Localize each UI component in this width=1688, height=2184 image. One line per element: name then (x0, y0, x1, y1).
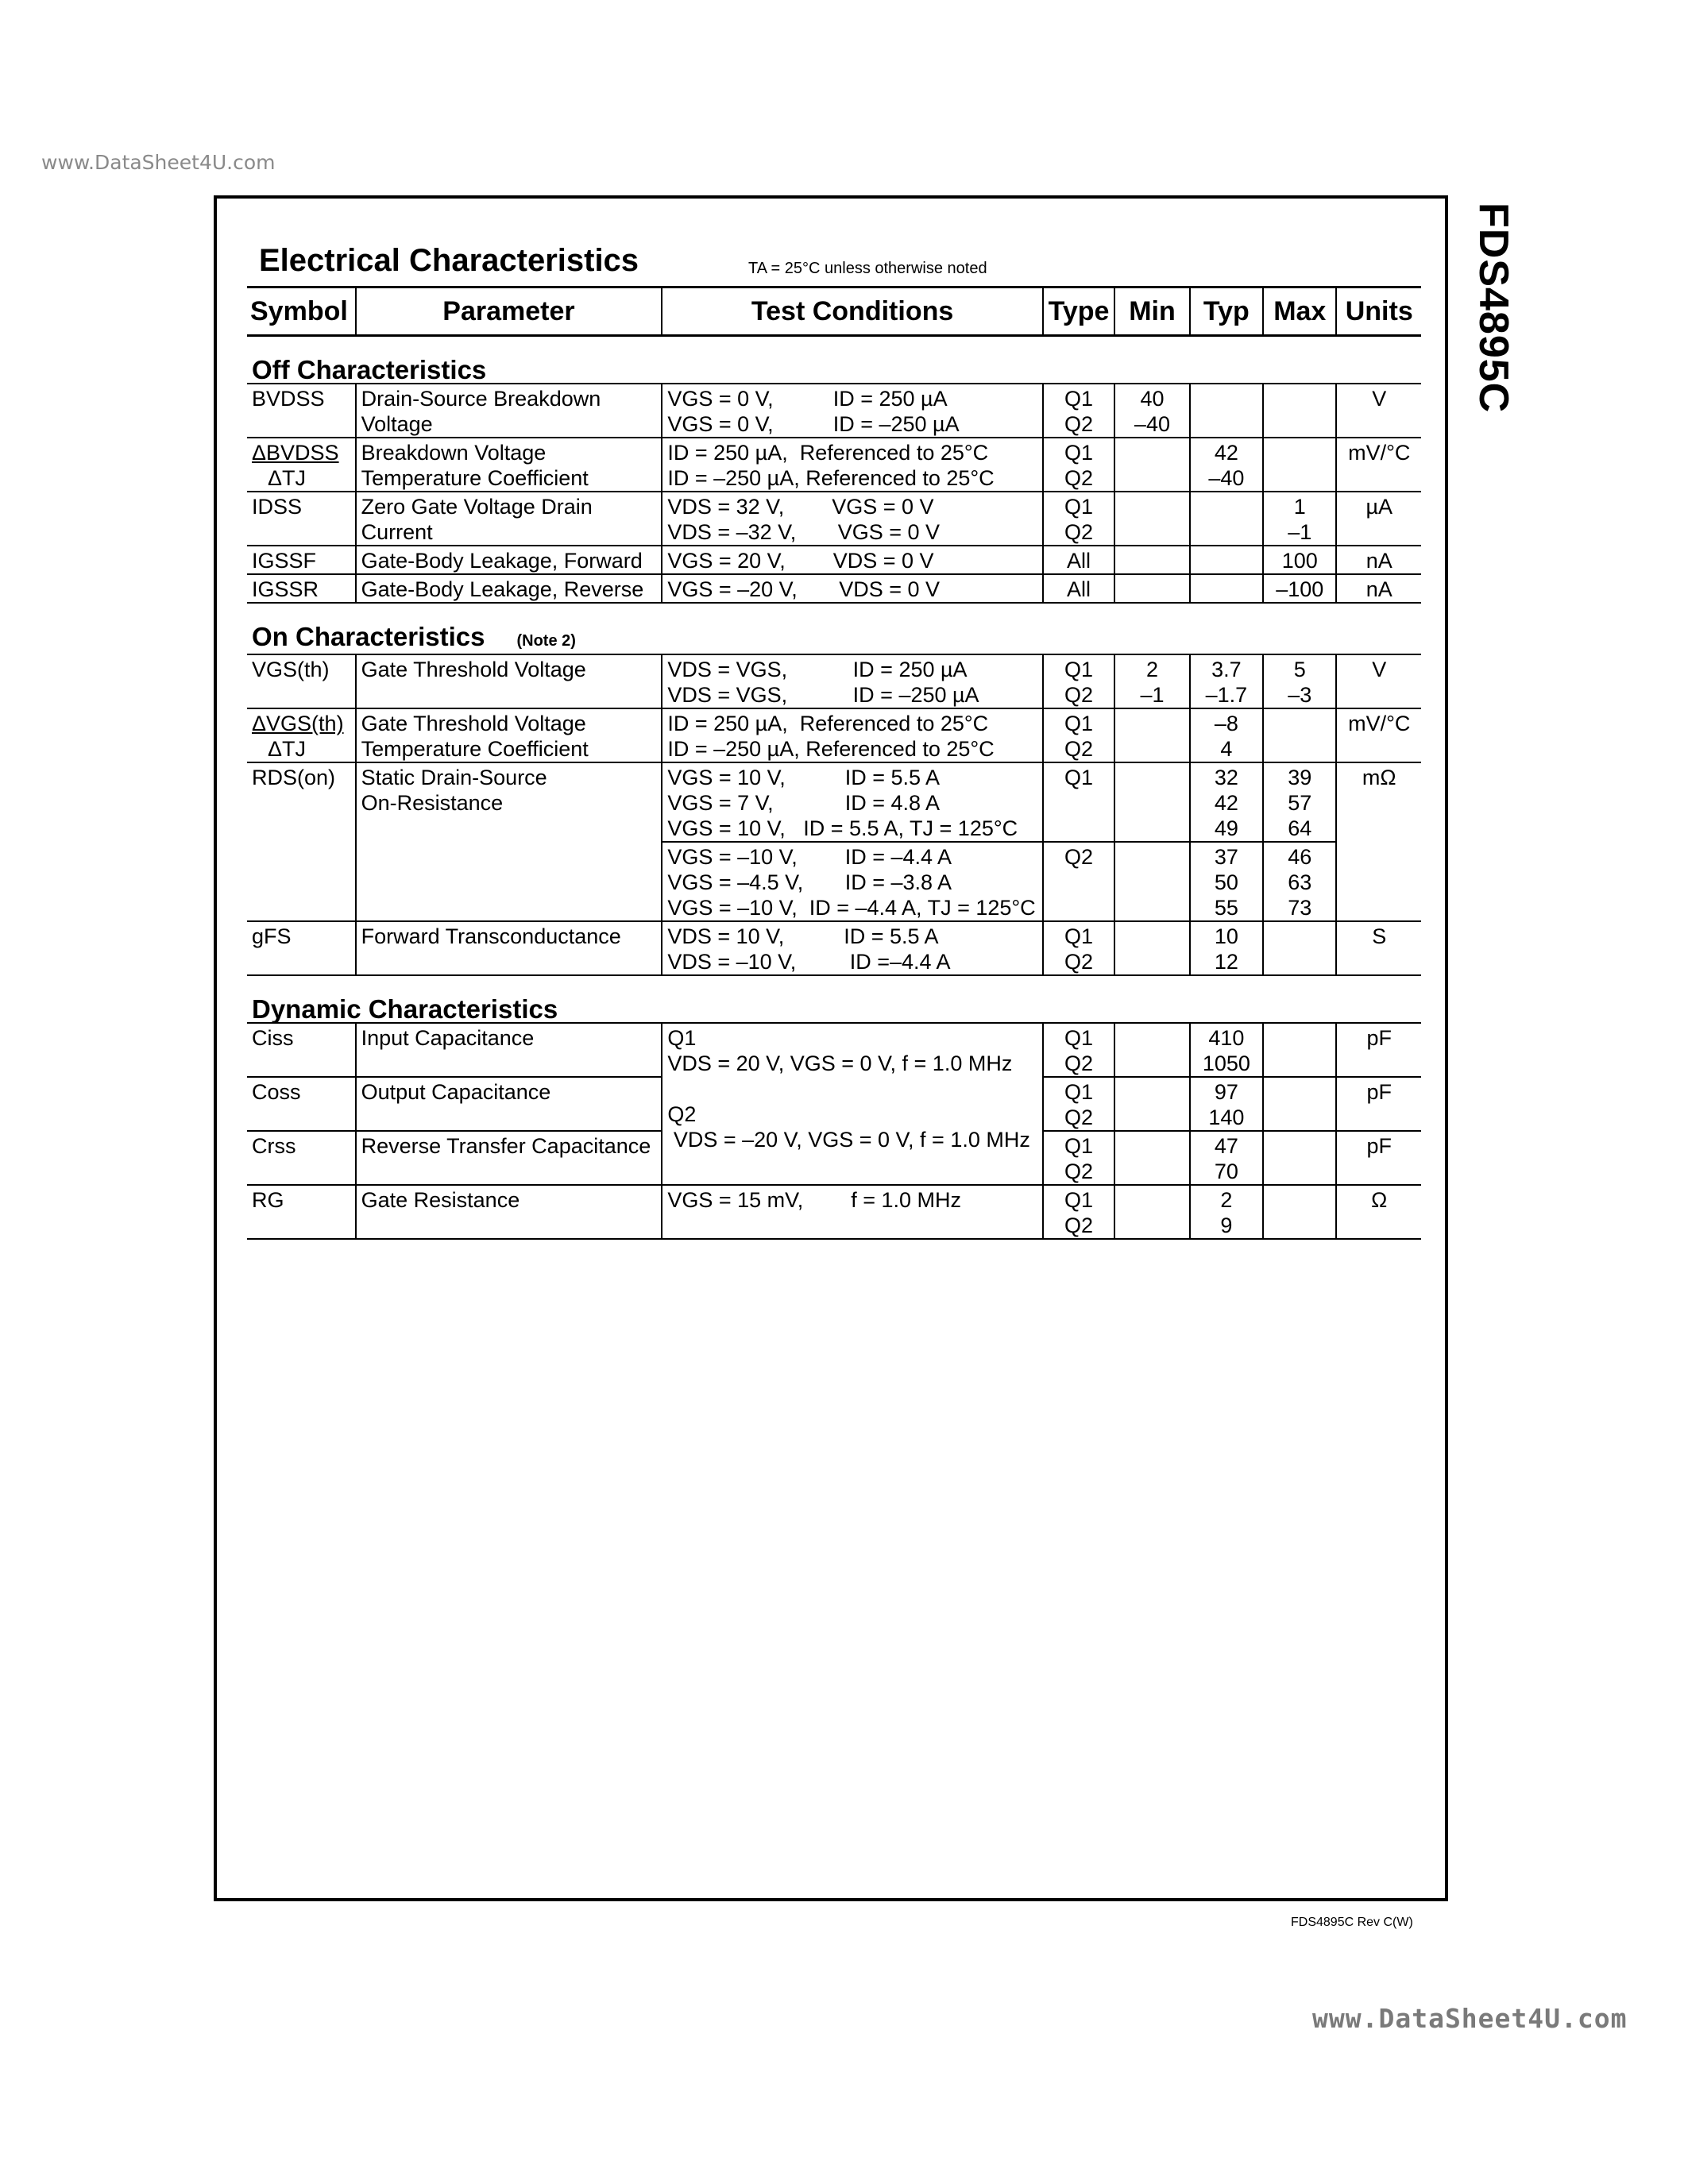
parameter: Input Capacitance (356, 1023, 662, 1077)
typ-value: 9 (1220, 1214, 1233, 1237)
type (1043, 384, 1114, 438)
table-row (247, 1185, 1421, 1239)
units: pF (1336, 1023, 1421, 1077)
type (1043, 654, 1114, 708)
typ-value: 10 (1214, 924, 1238, 948)
param-line: Zero Gate Voltage Drain (361, 495, 593, 519)
param-line: Current (361, 520, 433, 544)
temperature-note: TA = 25°C unless otherwise noted (748, 260, 987, 277)
typ (1190, 384, 1263, 438)
cond-line: VGS = 20 V, VDS = 0 V (667, 549, 934, 573)
units: V (1336, 654, 1421, 708)
max-value: –3 (1288, 683, 1312, 707)
cond-line: VDS = 20 V, VGS = 0 V, f = 1.0 MHz (667, 1051, 1013, 1075)
conditions (662, 708, 1043, 762)
table-row (247, 921, 1421, 975)
typ (1190, 654, 1263, 708)
max-value: 39 (1288, 766, 1312, 789)
min (1114, 574, 1189, 603)
symbol: RG (247, 1185, 356, 1239)
units: Ω (1336, 1185, 1421, 1239)
units: S (1336, 921, 1421, 975)
param-line: Breakdown Voltage (361, 441, 547, 465)
units: V (1336, 384, 1421, 438)
min (1114, 1077, 1189, 1131)
symbol: Coss (247, 1077, 356, 1131)
section-off-title: Off Characteristics (247, 336, 1421, 384)
cond-line: VDS = –10 V, ID =–4.4 A (667, 950, 951, 974)
symbol: VGS(th) (247, 654, 356, 708)
min (1114, 708, 1189, 762)
type: Q1 (1043, 762, 1114, 842)
max-value: 46 (1288, 845, 1312, 869)
type (1043, 708, 1114, 762)
typ (1190, 1131, 1263, 1185)
max-value: 73 (1288, 896, 1312, 920)
max-value: 5 (1293, 658, 1306, 681)
col-conditions: Test Conditions (662, 287, 1043, 336)
param-line: On-Resistance (361, 791, 504, 815)
param-line: Gate Threshold Voltage (361, 712, 586, 735)
max (1263, 842, 1336, 921)
symbol-line: ΔTJ (268, 737, 307, 761)
conditions (662, 492, 1043, 546)
type-value: Q1 (1064, 387, 1094, 411)
units: mV/°C (1336, 708, 1421, 762)
col-parameter: Parameter (356, 287, 662, 336)
symbol: gFS (247, 921, 356, 975)
conditions (662, 762, 1043, 842)
units: nA (1336, 574, 1421, 603)
parameter (356, 762, 662, 921)
revision-label: FDS4895C Rev C(W) (1291, 1916, 1413, 1929)
typ-value: 3.7 (1211, 658, 1242, 681)
max (1263, 1077, 1336, 1131)
min (1114, 842, 1189, 921)
type-value: Q1 (1064, 1080, 1094, 1104)
parameter: Output Capacitance (356, 1077, 662, 1131)
typ (1190, 1023, 1263, 1077)
conditions (662, 438, 1043, 492)
cond-line: VDS = 10 V, ID = 5.5 A (667, 924, 939, 948)
type (1043, 438, 1114, 492)
parameter: Reverse Transfer Capacitance (356, 1131, 662, 1185)
symbol (247, 708, 356, 762)
typ-value: 70 (1214, 1160, 1238, 1183)
table-row (247, 762, 1421, 842)
type-value: Q2 (1064, 683, 1094, 707)
symbol-line: ΔBVDSS (252, 441, 339, 465)
section-on-title (247, 603, 1421, 654)
cond-line: VGS = 7 V, ID = 4.8 A (667, 791, 941, 815)
parameter (356, 384, 662, 438)
max (1263, 492, 1336, 546)
units: nA (1336, 546, 1421, 574)
table-row (247, 574, 1421, 603)
min (1114, 1185, 1189, 1239)
type: All (1043, 546, 1114, 574)
electrical-characteristics-table (247, 286, 1421, 1240)
param-line: Temperature Coefficient (361, 737, 589, 761)
col-units: Units (1336, 287, 1421, 336)
min (1114, 762, 1189, 842)
typ-value: –40 (1208, 466, 1245, 490)
parameter (356, 438, 662, 492)
type-value: Q2 (1064, 1051, 1094, 1075)
conditions (662, 1185, 1043, 1239)
type-value: Q2 (1064, 412, 1094, 436)
type (1043, 1077, 1114, 1131)
typ-value: 410 (1208, 1026, 1245, 1050)
cond-line: VDS = –20 V, VGS = 0 V, f = 1.0 MHz (667, 1128, 1030, 1152)
conditions (662, 654, 1043, 708)
cond-line: ID = –250 µA, Referenced to 25°C (667, 737, 995, 761)
table-row (247, 492, 1421, 546)
cond-line: VDS = VGS, ID = 250 µA (667, 658, 968, 681)
typ (1190, 762, 1263, 842)
units: µA (1336, 492, 1421, 546)
max (1263, 1131, 1336, 1185)
table-row (247, 384, 1421, 438)
table-row (247, 438, 1421, 492)
type-value: Q1 (1064, 1188, 1094, 1212)
part-number-title: FDS4895C (1470, 203, 1516, 414)
typ-value: 47 (1214, 1134, 1238, 1158)
col-min: Min (1114, 287, 1189, 336)
conditions (662, 1023, 1043, 1185)
section-on-note: (Note 2) (516, 632, 576, 650)
typ-value: 42 (1214, 441, 1238, 465)
table-row (247, 546, 1421, 574)
typ-value: 97 (1214, 1080, 1238, 1104)
max (1263, 762, 1336, 842)
conditions (662, 384, 1043, 438)
typ-value: 50 (1214, 870, 1238, 894)
type-value: Q2 (1064, 1160, 1094, 1183)
conditions (662, 574, 1043, 603)
max-value: 57 (1288, 791, 1312, 815)
typ-value: 37 (1214, 845, 1238, 869)
parameter (356, 492, 662, 546)
typ (1190, 921, 1263, 975)
param-line: Voltage (361, 412, 433, 436)
cond-line: VGS = 10 V, ID = 5.5 A (667, 766, 941, 789)
typ-value: 140 (1208, 1106, 1245, 1129)
section-on-label: On Characteristics (252, 622, 485, 651)
symbol-line: ΔTJ (268, 466, 307, 490)
param-line: Drain-Source Breakdown (361, 387, 601, 411)
spacer (667, 1076, 1037, 1102)
typ (1190, 492, 1263, 546)
min-value: 2 (1145, 658, 1158, 681)
parameter: Gate-Body Leakage, Forward (356, 546, 662, 574)
section-dynamic (247, 975, 1421, 1023)
watermark-top: www.DataSheet4U.com (41, 151, 276, 174)
min (1114, 921, 1189, 975)
units: pF (1336, 1131, 1421, 1185)
cond-line: Q1 (667, 1026, 697, 1050)
table-header-row (247, 287, 1421, 336)
symbol: BVDSS (247, 384, 356, 438)
max (1263, 921, 1336, 975)
max-value: 63 (1288, 870, 1312, 894)
cond-line: VGS = 15 mV, f = 1.0 MHz (667, 1188, 961, 1212)
conditions (662, 921, 1043, 975)
cond-line: VGS = 0 V, ID = 250 µA (667, 387, 948, 411)
symbol (247, 438, 356, 492)
min-value: –40 (1134, 412, 1170, 436)
type-value: Q2 (1064, 466, 1094, 490)
cond-line: VGS = 0 V, ID = –250 µA (667, 412, 960, 436)
col-typ: Typ (1190, 287, 1263, 336)
type-value: Q1 (1064, 1134, 1094, 1158)
type-value: Q1 (1064, 441, 1094, 465)
col-type: Type (1043, 287, 1114, 336)
type-value: Q2 (1064, 737, 1094, 761)
typ-value: –1.7 (1205, 683, 1248, 707)
min (1114, 1131, 1189, 1185)
cond-line: VGS = –10 V, ID = –4.4 A (667, 845, 952, 869)
type (1043, 1185, 1114, 1239)
typ-value: 32 (1214, 766, 1238, 789)
cond-line: VDS = VGS, ID = –250 µA (667, 683, 979, 707)
type-value: Q2 (1064, 520, 1094, 544)
typ (1190, 1185, 1263, 1239)
symbol: RDS(on) (247, 762, 356, 921)
typ (1190, 1077, 1263, 1131)
units: pF (1336, 1077, 1421, 1131)
section-title: Electrical Characteristics (259, 243, 639, 278)
type-value: Q1 (1064, 924, 1094, 948)
cond-line: ID = 250 µA, Referenced to 25°C (667, 441, 989, 465)
type-value: Q1 (1064, 658, 1094, 681)
conditions (662, 546, 1043, 574)
type-value: Q1 (1064, 495, 1094, 519)
cond-line: VGS = 10 V, ID = 5.5 A, TJ = 125°C (667, 816, 1018, 840)
watermark-bottom: www.DataSheet4U.com (1312, 2003, 1628, 2034)
min (1114, 438, 1189, 492)
min-value: –1 (1140, 683, 1165, 707)
typ-value: 4 (1220, 737, 1233, 761)
type (1043, 921, 1114, 975)
symbol: Crss (247, 1131, 356, 1185)
max (1263, 654, 1336, 708)
symbol: IGSSF (247, 546, 356, 574)
max-value: –1 (1288, 520, 1312, 544)
max: 100 (1263, 546, 1336, 574)
cond-line: VDS = 32 V, VGS = 0 V (667, 495, 934, 519)
typ (1190, 438, 1263, 492)
cond-line: ID = –250 µA, Referenced to 25°C (667, 466, 995, 490)
max (1263, 1023, 1336, 1077)
parameter: Gate Threshold Voltage (356, 654, 662, 708)
max-value: 64 (1288, 816, 1312, 840)
section-dynamic-title: Dynamic Characteristics (247, 975, 1421, 1023)
param-line: Static Drain-Source (361, 766, 547, 789)
max (1263, 1185, 1336, 1239)
type (1043, 1023, 1114, 1077)
conditions (662, 842, 1043, 921)
parameter: Gate-Body Leakage, Reverse (356, 574, 662, 603)
cond-line: VGS = –20 V, VDS = 0 V (667, 577, 941, 601)
type (1043, 492, 1114, 546)
symbol: Ciss (247, 1023, 356, 1077)
section-on (247, 603, 1421, 654)
typ-value: 2 (1220, 1188, 1233, 1212)
parameter: Forward Transconductance (356, 921, 662, 975)
type-value: Q1 (1064, 712, 1094, 735)
max-value: 1 (1293, 495, 1306, 519)
typ-value: 42 (1214, 791, 1238, 815)
parameter (356, 708, 662, 762)
table-row (247, 654, 1421, 708)
min-value: 40 (1140, 387, 1165, 411)
max (1263, 384, 1336, 438)
col-max: Max (1263, 287, 1336, 336)
section-off (247, 336, 1421, 384)
typ-value: 55 (1214, 896, 1238, 920)
typ (1190, 574, 1263, 603)
units: mΩ (1336, 762, 1421, 921)
symbol: IDSS (247, 492, 356, 546)
typ (1190, 842, 1263, 921)
cond-line: ID = 250 µA, Referenced to 25°C (667, 712, 989, 735)
type (1043, 1131, 1114, 1185)
min (1114, 1023, 1189, 1077)
typ (1190, 708, 1263, 762)
col-symbol: Symbol (247, 287, 356, 336)
cond-line: VGS = –4.5 V, ID = –3.8 A (667, 870, 952, 894)
typ-value: –8 (1214, 712, 1238, 735)
min (1114, 654, 1189, 708)
table-row (247, 1023, 1421, 1077)
typ-value: 49 (1214, 816, 1238, 840)
units: mV/°C (1336, 438, 1421, 492)
min (1114, 546, 1189, 574)
max (1263, 438, 1336, 492)
cond-line: Q2 (667, 1102, 697, 1126)
type: All (1043, 574, 1114, 603)
type-value: Q1 (1064, 1026, 1094, 1050)
cond-line: VGS = –10 V, ID = –4.4 A, TJ = 125°C (667, 896, 1036, 920)
min (1114, 384, 1189, 438)
typ-value: 1050 (1202, 1051, 1250, 1075)
type-value: Q2 (1064, 1106, 1094, 1129)
type-value: Q2 (1064, 1214, 1094, 1237)
param-line: Temperature Coefficient (361, 466, 589, 490)
parameter: Gate Resistance (356, 1185, 662, 1239)
min (1114, 492, 1189, 546)
type-value: Q2 (1064, 950, 1094, 974)
type: Q2 (1043, 842, 1114, 921)
max (1263, 708, 1336, 762)
table-row (247, 708, 1421, 762)
cond-line: VDS = –32 V, VGS = 0 V (667, 520, 941, 544)
typ-value: 12 (1214, 950, 1238, 974)
max: –100 (1263, 574, 1336, 603)
symbol: IGSSR (247, 574, 356, 603)
symbol-line: ΔVGS(th) (252, 712, 344, 735)
typ (1190, 546, 1263, 574)
